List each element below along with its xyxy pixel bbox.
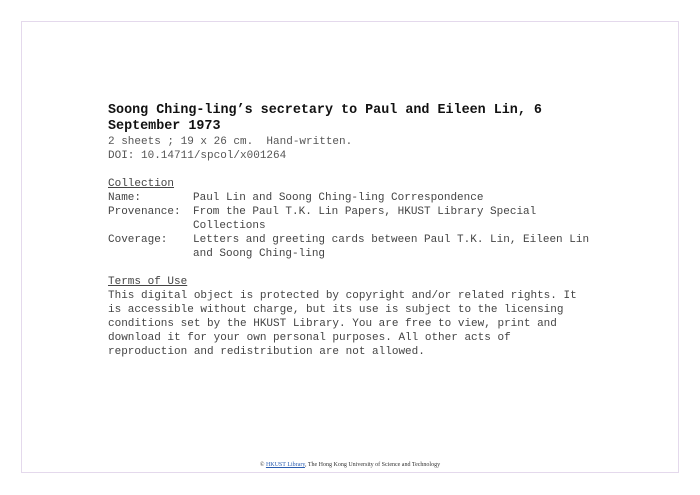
terms-heading: Terms of Use [108,276,188,288]
collection-coverage-row [108,233,608,261]
name-label: Name: [108,192,142,204]
copyright-symbol: © [259,462,265,468]
name-value: Paul Lin and Soong Ching-ling Correspondence [193,192,484,204]
document-title: Soong Ching-ling’s secretary to Paul and Eileen Lin, 6 September 1973 [108,103,542,134]
document-doi: DOI: 10.14711/spcol/x001264 [108,150,287,162]
spacer [108,261,608,275]
provenance-value: From the Paul T.K. Lin Papers, HKUST Library Special Collections [193,206,537,232]
footer-institution: , The Hong Kong University of Science and Technology [304,462,441,468]
provenance-label: Provenance: [108,206,181,218]
collection-heading: Collection [108,178,175,190]
record-content [108,103,608,359]
spacer [108,163,608,177]
terms-text: This digital object is protected by copyright and/or related rights. It is accessible without charge, but its use is subject to the licensing conditions set by the HKUST Library. You are free to view, print and download it for your own personal purposes. All other acts of reproduction and redistribution are not allowed. [108,290,577,358]
collection-name-row [108,191,608,205]
coverage-value: Letters and greeting cards between Paul T.K. Lin, Eileen Lin and Soong Ching-ling [193,234,590,260]
coverage-label: Coverage: [108,234,168,246]
footer [0,461,700,469]
library-link[interactable]: HKUST Library [265,462,305,468]
collection-provenance-row [108,205,608,233]
document-extent: 2 sheets ; 19 x 26 cm. Hand-written. [108,136,353,148]
